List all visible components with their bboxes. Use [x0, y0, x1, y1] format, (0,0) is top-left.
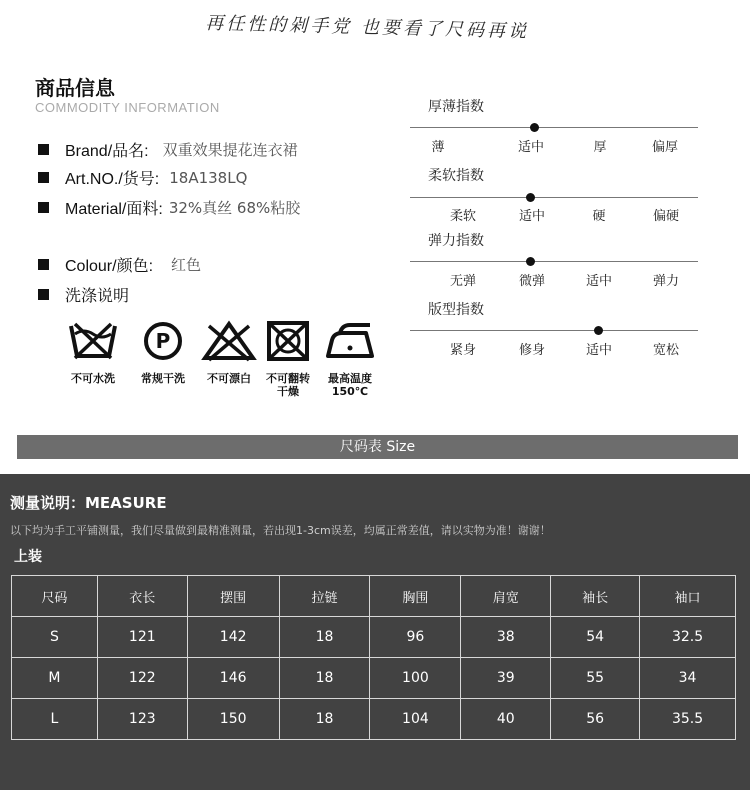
table-cell: 142 — [187, 617, 279, 658]
index-level: 硬 — [592, 209, 606, 224]
column-header: 拉链 — [279, 576, 370, 617]
index-marker — [526, 193, 535, 202]
brand-row — [38, 138, 298, 161]
index-level: 弹力 — [652, 274, 679, 289]
commodity-title: 商品信息 — [35, 76, 115, 100]
table-cell: 122 — [97, 658, 187, 699]
table-cell: 96 — [370, 617, 461, 658]
index-level: 偏硬 — [652, 209, 679, 224]
table-header-row — [12, 576, 736, 617]
table-cell: 104 — [370, 699, 461, 740]
index-scale-line — [410, 261, 698, 262]
table-cell: 35.5 — [640, 699, 736, 740]
column-header: 摆围 — [187, 576, 279, 617]
measure-panel — [0, 474, 750, 790]
index-title: 版型指数 — [428, 302, 484, 318]
index-level: 适中 — [585, 343, 612, 358]
index-scale-line — [410, 197, 698, 198]
table-cell: 34 — [640, 658, 736, 699]
no-tumble-dry-icon — [265, 320, 311, 362]
table-cell: 55 — [551, 658, 640, 699]
iron-icon — [320, 320, 380, 362]
colour-value: 红色 — [171, 256, 202, 274]
table-cell: 123 — [97, 699, 187, 740]
size-table — [11, 575, 736, 740]
care-label: 不可漂白 — [207, 372, 251, 385]
dry-clean-p-icon — [142, 320, 184, 362]
size-cell: L — [12, 699, 98, 740]
art-no-label: Art.NO./货号: — [65, 171, 160, 188]
table-cell: 18 — [279, 699, 370, 740]
table-cell: 56 — [551, 699, 640, 740]
handwritten-slogan: 再任性的剁手党 也要看了尺码再说 — [205, 12, 530, 43]
table-cell: 150 — [187, 699, 279, 740]
column-header: 肩宽 — [461, 576, 551, 617]
wash-instructions-row — [38, 283, 129, 306]
index-title: 厚薄指数 — [428, 99, 484, 115]
table-cell: 18 — [279, 617, 370, 658]
table-cell: 32.5 — [640, 617, 736, 658]
index-title: 弹力指数 — [428, 233, 484, 249]
material-value: 32%真丝 68%粘胶 — [168, 199, 301, 217]
index-marker — [594, 326, 603, 335]
care-label: 最高温度 150℃ — [328, 372, 372, 398]
index-level: 偏厚 — [651, 140, 678, 155]
colour-row — [38, 253, 201, 276]
index-level: 厚 — [593, 140, 607, 155]
art-no-row — [38, 166, 247, 189]
index-level: 修身 — [518, 343, 545, 358]
no-bleach-icon — [201, 320, 257, 362]
no-wash-icon — [67, 320, 119, 362]
material-row — [38, 196, 300, 219]
table-cell: 54 — [551, 617, 640, 658]
column-header: 尺码 — [12, 576, 98, 617]
brand-label: Brand/品名: — [65, 143, 149, 160]
table-row — [12, 699, 736, 740]
colour-label: Colour/颜色: — [65, 258, 154, 275]
table-cell: 38 — [461, 617, 551, 658]
column-header: 衣长 — [97, 576, 187, 617]
bullet-square — [38, 202, 49, 213]
bullet-square — [38, 172, 49, 183]
size-chart-bar: 尺码表 Size — [17, 435, 738, 459]
table-cell: 18 — [279, 658, 370, 699]
table-cell: 40 — [461, 699, 551, 740]
material-label: Material/面料: — [65, 201, 163, 218]
index-level: 薄 — [431, 140, 445, 155]
index-level: 柔软 — [449, 209, 476, 224]
index-level: 宽松 — [652, 343, 679, 358]
care-dry-clean — [127, 320, 199, 385]
care-label: 不可水洗 — [71, 372, 115, 385]
care-no-wash — [57, 320, 129, 385]
care-iron — [314, 320, 386, 398]
column-header: 袖口 — [640, 576, 736, 617]
index-scale-line — [410, 330, 698, 331]
table-row — [12, 617, 736, 658]
art-no-value: 18A138LQ — [169, 168, 248, 187]
column-header: 袖长 — [551, 576, 640, 617]
bullet-square — [38, 144, 49, 155]
measure-note: 以下均为手工平铺测量，我们尽量做到最精准测量，若出现1-3cm误差，均属正常差值，请以实物为准！谢谢！ — [10, 524, 551, 537]
index-level: 微弹 — [518, 274, 545, 289]
table-cell: 146 — [187, 658, 279, 699]
bullet-square — [38, 259, 49, 270]
wash-instructions-label: 洗涤说明 — [65, 288, 130, 305]
index-level: 适中 — [585, 274, 612, 289]
brand-value: 双重效果提花连衣裙 — [162, 141, 298, 159]
commodity-subtitle: COMMODITY INFORMATION — [35, 100, 220, 115]
section-title-tops: 上装 — [14, 549, 42, 565]
care-label: 常规干洗 — [141, 372, 185, 385]
bullet-square — [38, 289, 49, 300]
table-cell: 100 — [370, 658, 461, 699]
table-cell: 121 — [97, 617, 187, 658]
care-label: 不可翻转 干燥 — [266, 372, 310, 398]
index-level: 紧身 — [449, 343, 476, 358]
index-level: 适中 — [517, 140, 544, 155]
measure-title: 测量说明：MEASURE — [10, 494, 167, 512]
size-cell: S — [12, 617, 98, 658]
table-row — [12, 658, 736, 699]
svg-text:P: P — [155, 329, 171, 353]
index-level: 无弹 — [449, 274, 476, 289]
index-level: 适中 — [518, 209, 545, 224]
index-scale-line — [410, 127, 698, 128]
index-marker — [526, 257, 535, 266]
column-header: 胸围 — [370, 576, 461, 617]
index-title: 柔软指数 — [428, 168, 484, 184]
size-cell: M — [12, 658, 98, 699]
table-cell: 39 — [461, 658, 551, 699]
index-marker — [530, 123, 539, 132]
